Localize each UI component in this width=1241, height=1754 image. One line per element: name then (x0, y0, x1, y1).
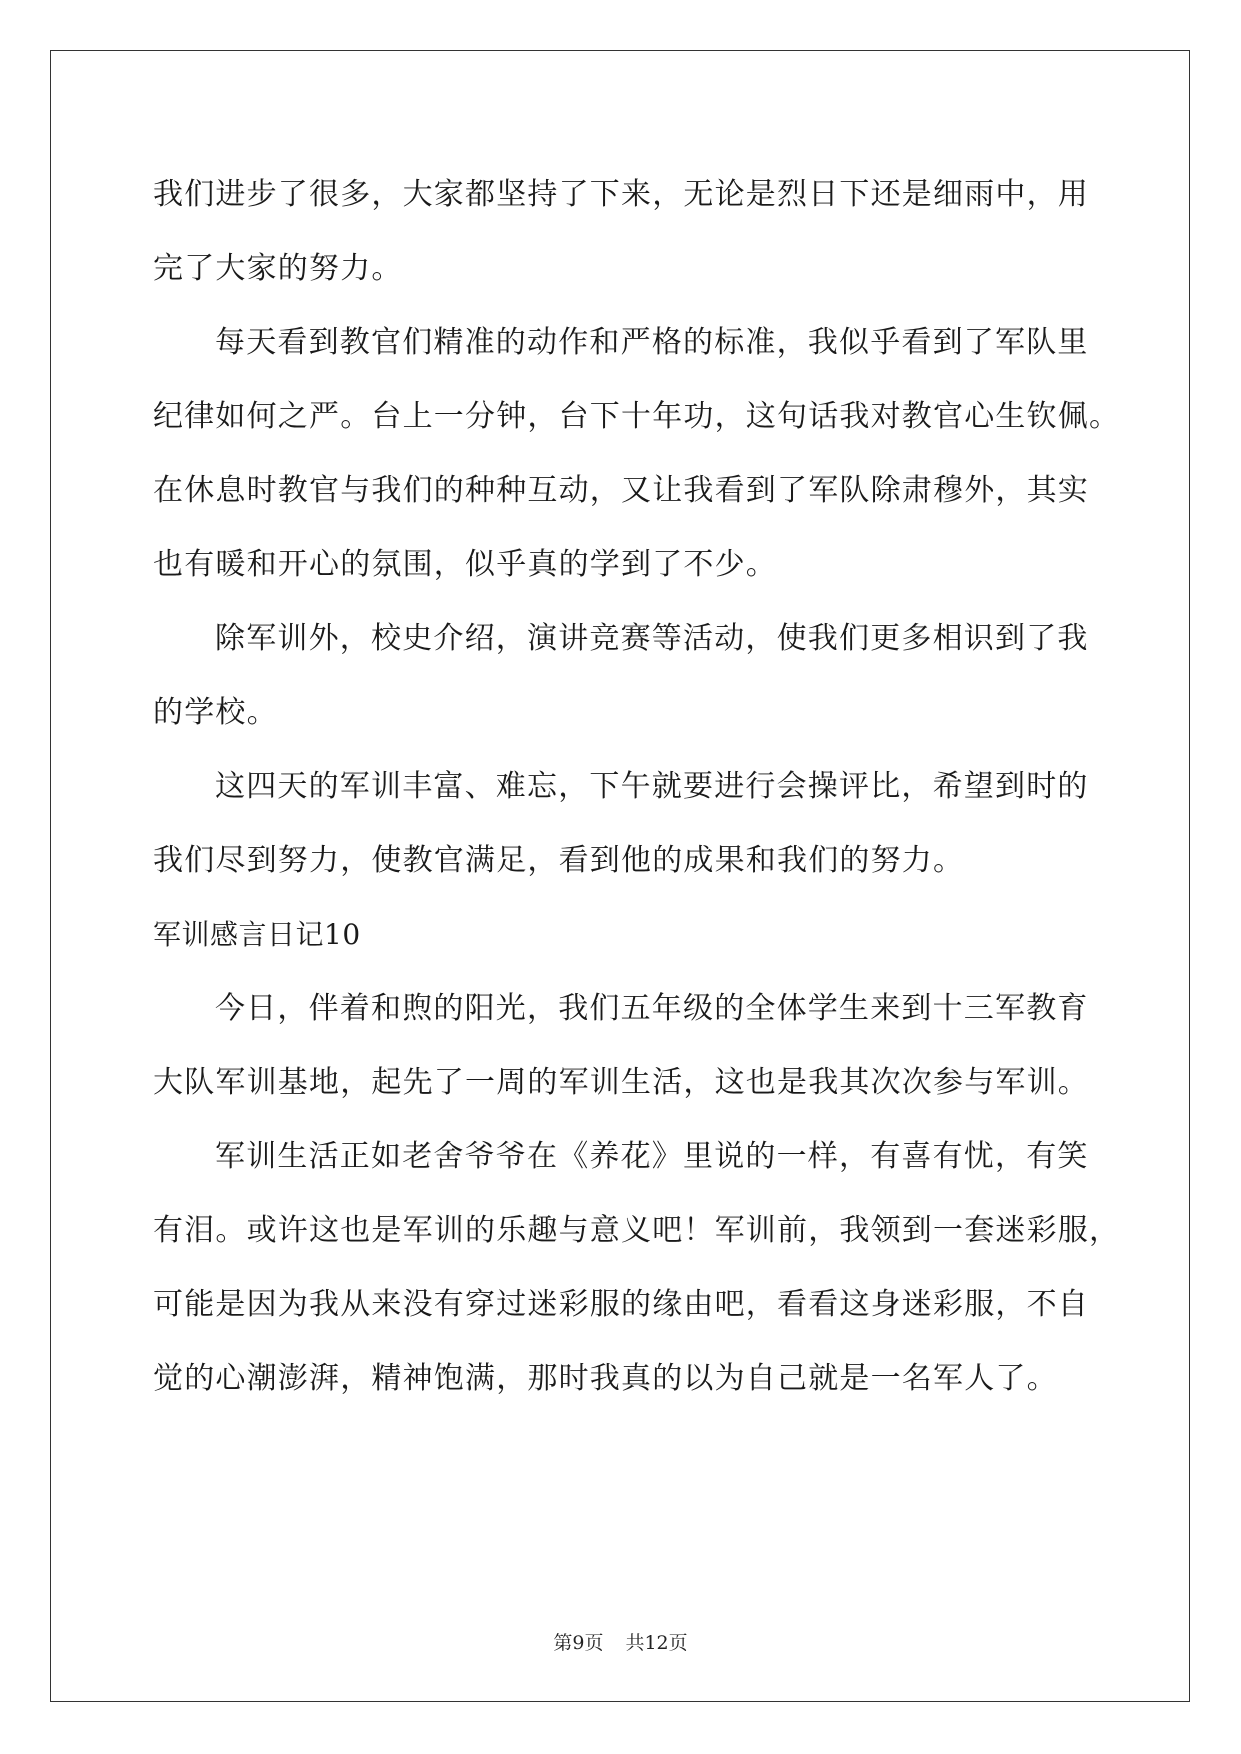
text-line-9: 这四天的军训丰富、难忘，下午就要进行会操评比，希望到时的 (215, 769, 1089, 804)
page-footer (0, 1628, 1241, 1655)
text-line-3: 每天看到教官们精准的动作和严格的标准，我似乎看到了军队里 (215, 325, 1089, 360)
page-number: 第9页 (553, 1632, 604, 1654)
text-line-6: 也有暖和开心的氛围，似乎真的学到了不少。 (153, 547, 777, 582)
text-line-12: 大队军训基地，起先了一周的军训生活，这也是我其次次参与军训。 (153, 1065, 1089, 1100)
text-line-15: 可能是因为我从来没有穿过迷彩服的缘由吧，看看这身迷彩服，不自 (153, 1287, 1089, 1322)
text-line-16: 觉的心潮澎湃，精神饱满，那时我真的以为自己就是一名军人了。 (153, 1361, 1058, 1396)
text-line-8: 的学校。 (153, 695, 278, 730)
text-line-7: 除军训外，校史介绍，演讲竞赛等活动，使我们更多相识到了我 (215, 621, 1089, 656)
text-line-11: 今日，伴着和煦的阳光，我们五年级的全体学生来到十三军教育 (215, 991, 1089, 1026)
text-line-14: 有泪。或许这也是军训的乐趣与意义吧！军训前，我领到一套迷彩服， (153, 1213, 1121, 1248)
text-line-5: 在休息时教官与我们的种种互动，又让我看到了军队除肃穆外，其实 (153, 473, 1089, 508)
section-heading: 军训感言日记10 (153, 918, 361, 951)
text-line-4: 纪律如何之严。台上一分钟，台下十年功，这句话我对教官心生钦佩。 (153, 399, 1121, 434)
text-line-2: 完了大家的努力。 (153, 251, 403, 286)
document-body (153, 158, 1121, 1416)
text-line-1: 我们进步了很多，大家都坚持了下来，无论是烈日下还是细雨中，用 (153, 177, 1089, 212)
text-line-13: 军训生活正如老舍爷爷在《养花》里说的一样，有喜有忧，有笑 (215, 1139, 1089, 1174)
page-total: 共12页 (625, 1632, 688, 1654)
text-line-10: 我们尽到努力，使教官满足，看到他的成果和我们的努力。 (153, 843, 965, 878)
